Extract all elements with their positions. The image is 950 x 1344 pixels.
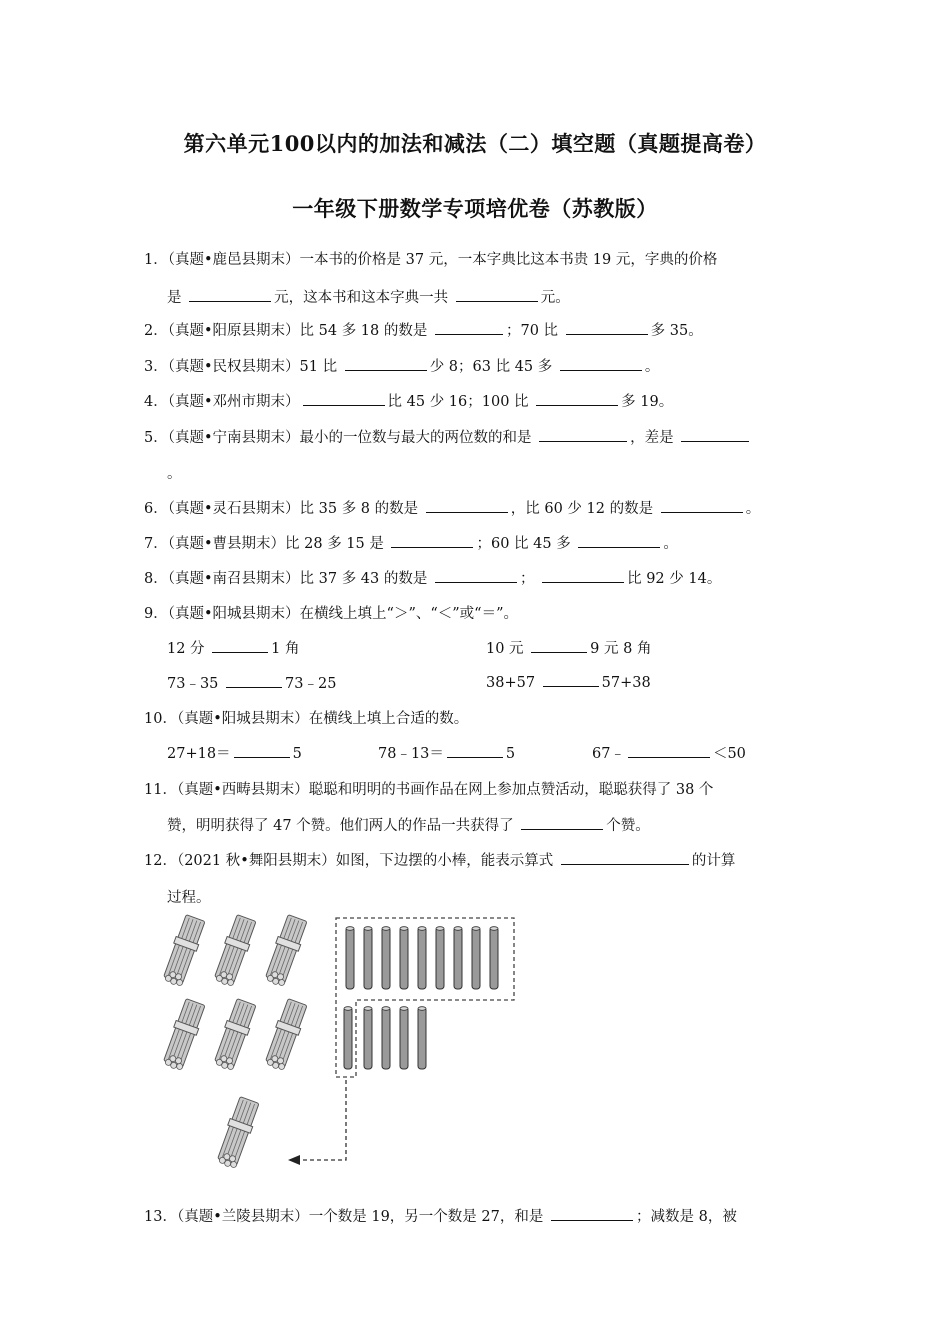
q9-r1-left: 12 分 xyxy=(167,641,205,657)
q9-blank-2[interactable] xyxy=(531,638,587,653)
question-6 xyxy=(144,497,760,518)
q10-expr-2 xyxy=(378,742,515,763)
q9-blank-3[interactable] xyxy=(226,673,282,688)
q9-r2-right: 73﹣25 xyxy=(285,676,337,692)
q10-e2-right: 5 xyxy=(505,746,516,762)
q3-text-a: 3．（真题•民权县期末）51 比 xyxy=(144,359,338,375)
question-11-line-1: 11．（真题•西畴县期末）聪聪和明明的书画作品在网上参加点赞活动，聪聪获得了 38 个 xyxy=(144,782,714,798)
q10-e1-left: 27+18＝ xyxy=(167,746,231,762)
question-5 xyxy=(144,426,752,447)
question-9: 9．（真题•阳城县期末）在横线上填上“＞”、“＜”或“＝”。 xyxy=(144,606,519,622)
q6-blank-2[interactable] xyxy=(661,498,743,513)
q8-blank-1[interactable] xyxy=(435,568,517,583)
q12-text-b: 的计算 xyxy=(691,853,736,869)
q3-blank-2[interactable] xyxy=(560,356,642,371)
q9-r1c-left: 10 元 xyxy=(486,641,524,657)
q9-r1d-right: 9 元 8 角 xyxy=(590,641,652,657)
q1-text-a: 是 xyxy=(167,290,182,306)
q10-e2-left: 78﹣13＝ xyxy=(378,746,444,762)
bundle-icon xyxy=(262,998,308,1072)
q10-e3-right: ＜50 xyxy=(712,746,746,762)
q8-blank-2[interactable] xyxy=(542,568,624,583)
bundle-icon xyxy=(160,998,206,1072)
q11-text-b: 个赞。 xyxy=(606,818,650,834)
question-13 xyxy=(144,1205,737,1226)
q3-text-b: 少 8；63 比 45 多 xyxy=(429,359,553,375)
q1-text-b: 元，这本书和这本字典一共 xyxy=(274,290,449,306)
bundle-icon xyxy=(211,998,257,1072)
q4-text-b: 比 45 少 16；100 比 xyxy=(387,394,529,410)
page-subtitle: 一年级下册数学专项培优卷（苏教版） xyxy=(292,196,658,221)
q4-text-c: 多 19。 xyxy=(621,394,674,410)
q10-blank-3[interactable] xyxy=(628,743,710,758)
q2-blank-2[interactable] xyxy=(566,320,648,335)
q6-text-c: 。 xyxy=(745,501,761,517)
q10-expr-1 xyxy=(167,742,302,763)
q13-text-b: ；减数是 8，被 xyxy=(635,1209,737,1225)
q2-text-c: 多 35。 xyxy=(650,323,703,339)
q8-text-c: 比 92 少 14。 xyxy=(627,571,722,587)
q7-text-a: 7．（真题•曹县期末）比 28 多 15 是 xyxy=(144,536,384,552)
q9-r2-left: 73﹣35 xyxy=(167,676,219,692)
q9-r1-right: 1 角 xyxy=(271,641,300,657)
q9-blank-1[interactable] xyxy=(212,638,268,653)
q6-blank-1[interactable] xyxy=(426,498,508,513)
q9-blank-4[interactable] xyxy=(543,672,599,687)
bundle-icon xyxy=(214,1096,260,1170)
q5-text-a: 5．（真题•宁南县期末）最小的一位数与最大的两位数的和是 xyxy=(144,430,532,446)
question-11-line-2 xyxy=(167,814,650,835)
q13-blank-1[interactable] xyxy=(551,1206,633,1221)
q1-text-c: 元。 xyxy=(540,290,570,306)
q9-r2c-left: 38+57 xyxy=(486,675,536,691)
q9-compare-1 xyxy=(167,637,300,658)
question-4 xyxy=(144,390,673,411)
question-1-line-2 xyxy=(167,286,570,307)
q6-text-b: ，比 60 少 12 的数是 xyxy=(510,501,654,517)
sticks-figure xyxy=(160,912,530,1182)
question-10: 10．（真题•阳城县期末）在横线上填上合适的数。 xyxy=(144,711,469,727)
arrow-left-icon xyxy=(288,1155,300,1165)
q9-r2d-right: 57+38 xyxy=(601,675,651,691)
q6-text-a: 6．（真题•灵石县期末）比 35 多 8 的数是 xyxy=(144,501,419,517)
q11-blank-1[interactable] xyxy=(521,815,603,830)
q7-text-b: ；60 比 45 多 xyxy=(476,536,571,552)
q12-blank-1[interactable] xyxy=(561,850,689,865)
q2-blank-1[interactable] xyxy=(435,320,503,335)
q3-blank-1[interactable] xyxy=(345,356,427,371)
q7-blank-2[interactable] xyxy=(578,533,660,548)
q12-text-a: 12．（2021 秋•舞阳县期末）如图，下边摆的小棒，能表示算式 xyxy=(144,853,554,869)
question-3 xyxy=(144,355,659,376)
q10-e1-right: 5 xyxy=(292,746,302,762)
q9-compare-2 xyxy=(486,637,651,658)
bundle-icon xyxy=(211,914,257,988)
q2-text-a: 2．（真题•阳原县期末）比 54 多 18 的数是 xyxy=(144,323,428,339)
q9-compare-4 xyxy=(486,672,651,691)
q5-text-b: ，差是 xyxy=(630,430,674,446)
bundle-icon xyxy=(160,914,206,988)
arrow-path xyxy=(296,1080,346,1160)
q1-blank-1[interactable] xyxy=(189,287,271,302)
q10-blank-1[interactable] xyxy=(234,743,290,758)
question-12-line-1 xyxy=(144,849,735,870)
question-8 xyxy=(144,567,721,588)
q1-blank-2[interactable] xyxy=(456,287,538,302)
q7-text-c: 。 xyxy=(663,536,678,552)
q10-blank-2[interactable] xyxy=(447,743,503,758)
question-7 xyxy=(144,532,678,553)
q5-blank-1[interactable] xyxy=(539,427,627,442)
q5-blank-2[interactable] xyxy=(681,427,749,442)
q13-text-a: 13．（真题•兰陵县期末）一个数是 19，另一个数是 27，和是 xyxy=(144,1209,544,1225)
q5-text-c: 。 xyxy=(167,466,182,482)
q4-blank-2[interactable] xyxy=(536,391,618,406)
bundle-icon xyxy=(262,914,308,988)
q8-text-a: 8．（真题•南召县期末）比 37 多 43 的数是 xyxy=(144,571,428,587)
question-1-line-1: 1．（真题•鹿邑县期末）一本书的价格是 37 元，一本字典比这本书贵 19 元，字典的价格 xyxy=(144,252,718,268)
q2-text-b: ；70 比 xyxy=(505,323,559,339)
q3-text-c: 。 xyxy=(644,359,660,375)
q10-expr-3 xyxy=(592,742,746,763)
question-2 xyxy=(144,319,703,340)
q8-text-b: ； xyxy=(519,571,535,587)
q9-compare-3 xyxy=(167,672,336,693)
q11-text-a: 赞，明明获得了 47 个赞。他们两人的作品一共获得了 xyxy=(167,818,514,834)
q4-blank-1[interactable] xyxy=(303,391,385,406)
q10-e3-left: 67﹣ xyxy=(592,746,625,762)
question-12-line-2: 过程。 xyxy=(167,890,211,906)
page-title: 第六单元100以内的加法和减法（二）填空题（真题提高卷） xyxy=(183,131,767,156)
q7-blank-1[interactable] xyxy=(391,533,473,548)
q4-text-a: 4．（真题•邓州市期末） xyxy=(144,394,300,410)
loose-sticks-top xyxy=(346,927,498,989)
